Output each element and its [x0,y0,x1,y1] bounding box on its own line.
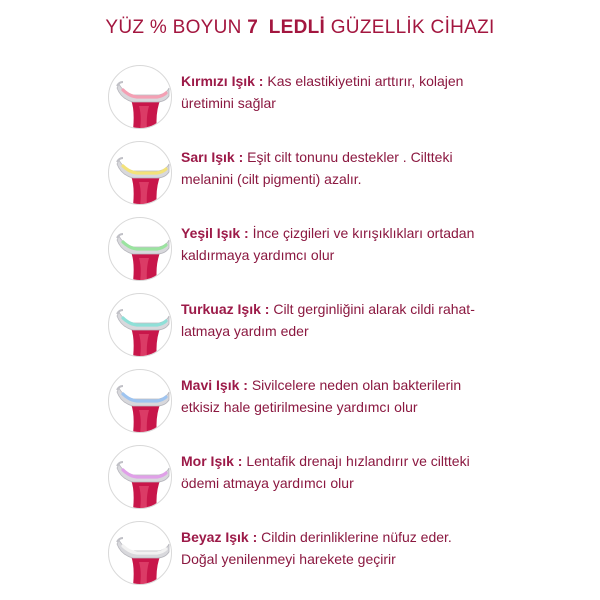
light-item [0,445,600,515]
description-line2: kaldırmaya yardımcı olur [181,247,335,263]
light-label: Sarı Işık : [181,149,244,165]
title-bold-led: LEDLİ [268,17,326,38]
light-label: Yeşil Işık : [181,225,249,241]
light-item [0,217,600,287]
description-line1: Eşit cilt tonunu destekler . Ciltteki [247,149,453,165]
description-line2: üretimini sağlar [181,95,276,111]
light-description [181,146,501,190]
title-part1: YÜZ % BOYUN [105,17,242,38]
description-line1: Cildin derinliklerine nüfuz eder. [261,529,452,545]
led-device-icon [108,141,172,205]
description-line1: Sivilcelere neden olan bakterilerin [251,377,462,393]
light-item [0,141,600,211]
title-bold-number: 7 [247,17,259,38]
light-description [181,298,501,342]
light-description [181,450,501,494]
description-line1: İnce çizgileri ve kırışıklıkları ortadan [252,225,475,241]
description-line2: etkisiz hale getirilmesine yardımcı olur [181,399,418,415]
light-item [0,65,600,135]
description-line2: Doğal yenilenmeyi harekete geçirir [181,551,396,567]
light-label: Mavi Işık : [181,377,248,393]
light-label: Mor Işık : [181,453,243,469]
title-part2: GÜZELLİK CİHAZI [330,17,495,38]
light-description [181,222,501,266]
led-device-icon [108,369,172,433]
description-line1: Cilt gerginliğini alarak cildi rahat- [273,301,475,317]
light-description [181,526,501,570]
led-device-icon [108,445,172,509]
light-item [0,369,600,439]
light-item [0,521,600,591]
description-line2: latmaya yardım eder [181,323,309,339]
description-line2: ödemi atmaya yardımcı olur [181,475,354,491]
led-device-icon [108,65,172,129]
description-line1: Kas elastikiyetini arttırır, kolajen [267,73,464,89]
led-device-icon [108,293,172,357]
led-device-icon [108,217,172,281]
description-line2: melanini (cilt pigmenti) azalır. [181,171,362,187]
description-line1: Lentafik drenajı hızlandırır ve ciltteki [246,453,470,469]
led-device-icon [108,521,172,585]
light-label: Turkuaz Işık : [181,301,270,317]
light-description [181,70,501,114]
light-item [0,293,600,363]
light-label: Kırmızı Işık : [181,73,264,89]
light-description [181,374,501,418]
page-title [0,17,600,39]
light-label: Beyaz Işık : [181,529,258,545]
